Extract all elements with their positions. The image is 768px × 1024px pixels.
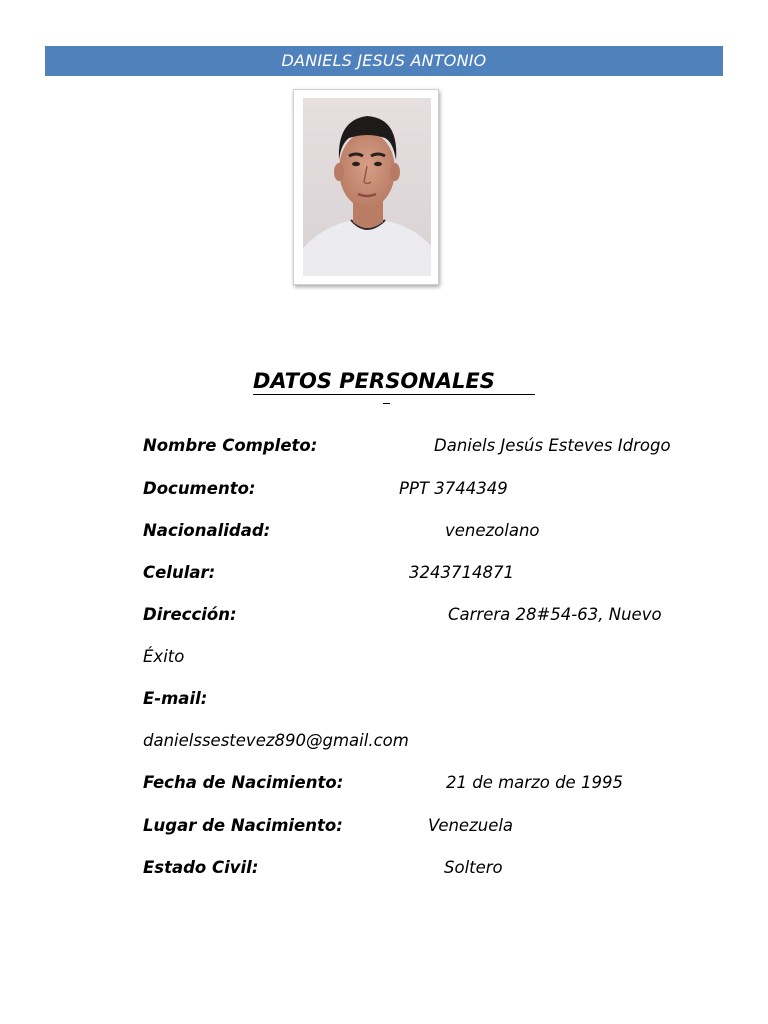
header-name-bar bbox=[45, 46, 723, 76]
value-direccion: Carrera 28#54-63, Nuevo bbox=[448, 605, 662, 624]
candidate-name: DANIELS JESUS ANTONIO bbox=[281, 51, 487, 70]
value-nacionalidad: venezolano bbox=[445, 521, 540, 540]
value-celular: 3243714871 bbox=[409, 563, 514, 582]
label-email: E-mail: bbox=[143, 689, 208, 708]
label-documento: Documento: bbox=[143, 479, 256, 498]
label-estado-civil: Estado Civil: bbox=[143, 858, 259, 877]
label-lugar-nacimiento: Lugar de Nacimiento: bbox=[143, 816, 343, 835]
value-nombre: Daniels Jesús Esteves Idrogo bbox=[434, 436, 671, 455]
label-nombre: Nombre Completo: bbox=[143, 436, 318, 455]
label-fecha-nacimiento: Fecha de Nacimiento: bbox=[143, 773, 344, 792]
value-email: danielssestevez890@gmail.com bbox=[143, 731, 409, 750]
label-celular: Celular: bbox=[143, 563, 216, 582]
value-estado-civil: Soltero bbox=[444, 858, 503, 877]
label-nacionalidad: Nacionalidad: bbox=[143, 521, 271, 540]
value-lugar-nacimiento: Venezuela bbox=[428, 816, 514, 835]
title-dash bbox=[383, 403, 390, 404]
value-direccion-cont: Éxito bbox=[143, 647, 185, 666]
profile-photo bbox=[303, 98, 431, 276]
value-fecha-nacimiento: 21 de marzo de 1995 bbox=[446, 773, 623, 792]
value-documento: PPT 3744349 bbox=[399, 479, 508, 498]
section-title: DATOS PERSONALES bbox=[253, 368, 535, 395]
profile-photo-frame bbox=[293, 89, 439, 285]
label-direccion: Dirección: bbox=[143, 605, 237, 624]
